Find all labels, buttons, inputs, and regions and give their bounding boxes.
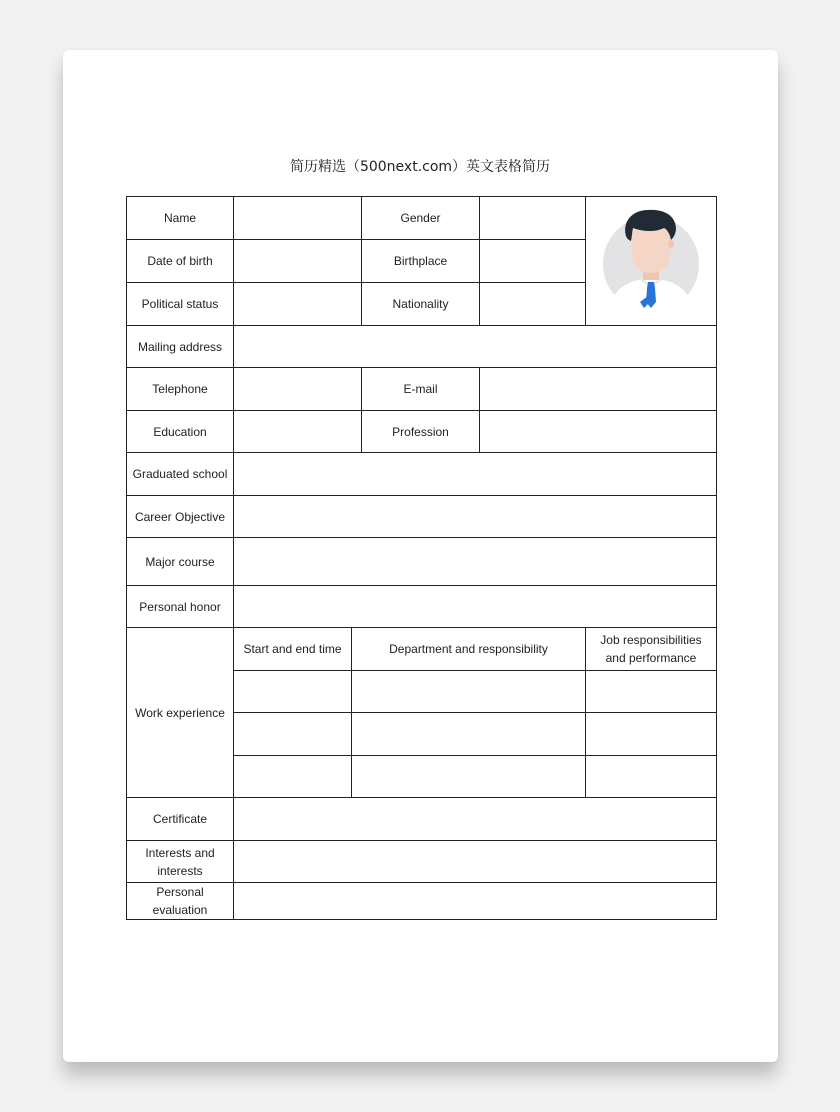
photo-cell[interactable] — [586, 197, 717, 326]
nationality-label: Nationality — [362, 283, 480, 326]
nationality-field[interactable] — [480, 283, 586, 326]
department-header: Department and responsibility — [352, 628, 586, 671]
career-objective-field[interactable] — [234, 496, 717, 538]
date-of-birth-label: Date of birth — [127, 240, 234, 283]
work-row-1-department[interactable] — [352, 671, 586, 713]
email-label: E-mail — [362, 368, 480, 411]
job-performance-header: Job responsibilities and performance — [586, 628, 717, 671]
career-objective-label: Career Objective — [127, 496, 234, 538]
date-of-birth-field[interactable] — [234, 240, 362, 283]
telephone-label: Telephone — [127, 368, 234, 411]
work-row-1-performance[interactable] — [586, 671, 717, 713]
mailing-address-field[interactable] — [234, 326, 717, 368]
work-row-1-time[interactable] — [234, 671, 352, 713]
mailing-address-label: Mailing address — [127, 326, 234, 368]
resume-table — [126, 196, 717, 920]
political-status-field[interactable] — [234, 283, 362, 326]
profession-field[interactable] — [480, 411, 717, 453]
personal-honor-field[interactable] — [234, 586, 717, 628]
gender-field[interactable] — [480, 197, 586, 240]
interests-label: Interests and interests — [127, 841, 234, 883]
profession-label: Profession — [362, 411, 480, 453]
gender-label: Gender — [362, 197, 480, 240]
work-row-2-performance[interactable] — [586, 713, 717, 756]
work-row-2-time[interactable] — [234, 713, 352, 756]
name-label: Name — [127, 197, 234, 240]
avatar-ear-right — [668, 240, 674, 248]
education-label: Education — [127, 411, 234, 453]
graduated-school-label: Graduated school — [127, 453, 234, 496]
avatar — [596, 206, 706, 316]
work-row-3-time[interactable] — [234, 756, 352, 798]
birthplace-label: Birthplace — [362, 240, 480, 283]
certificate-label: Certificate — [127, 798, 234, 841]
political-status-label: Political status — [127, 283, 234, 326]
work-experience-label: Work experience — [127, 628, 234, 798]
name-field[interactable] — [234, 197, 362, 240]
major-course-field[interactable] — [234, 538, 717, 586]
start-end-time-header: Start and end time — [234, 628, 352, 671]
avatar-face — [632, 230, 670, 273]
graduated-school-field[interactable] — [234, 453, 717, 496]
document-title: 简历精选（500next.com）英文表格简历 — [289, 159, 551, 175]
education-field[interactable] — [234, 411, 362, 453]
birthplace-field[interactable] — [480, 240, 586, 283]
personal-honor-label: Personal honor — [127, 586, 234, 628]
major-course-label: Major course — [127, 538, 234, 586]
interests-field[interactable] — [234, 841, 717, 883]
telephone-field[interactable] — [234, 368, 362, 411]
personal-evaluation-field[interactable] — [234, 883, 717, 920]
personal-evaluation-label: Personal evaluation — [127, 883, 234, 920]
email-field[interactable] — [480, 368, 717, 411]
work-row-3-performance[interactable] — [586, 756, 717, 798]
work-row-3-department[interactable] — [352, 756, 586, 798]
certificate-field[interactable] — [234, 798, 717, 841]
work-row-2-department[interactable] — [352, 713, 586, 756]
